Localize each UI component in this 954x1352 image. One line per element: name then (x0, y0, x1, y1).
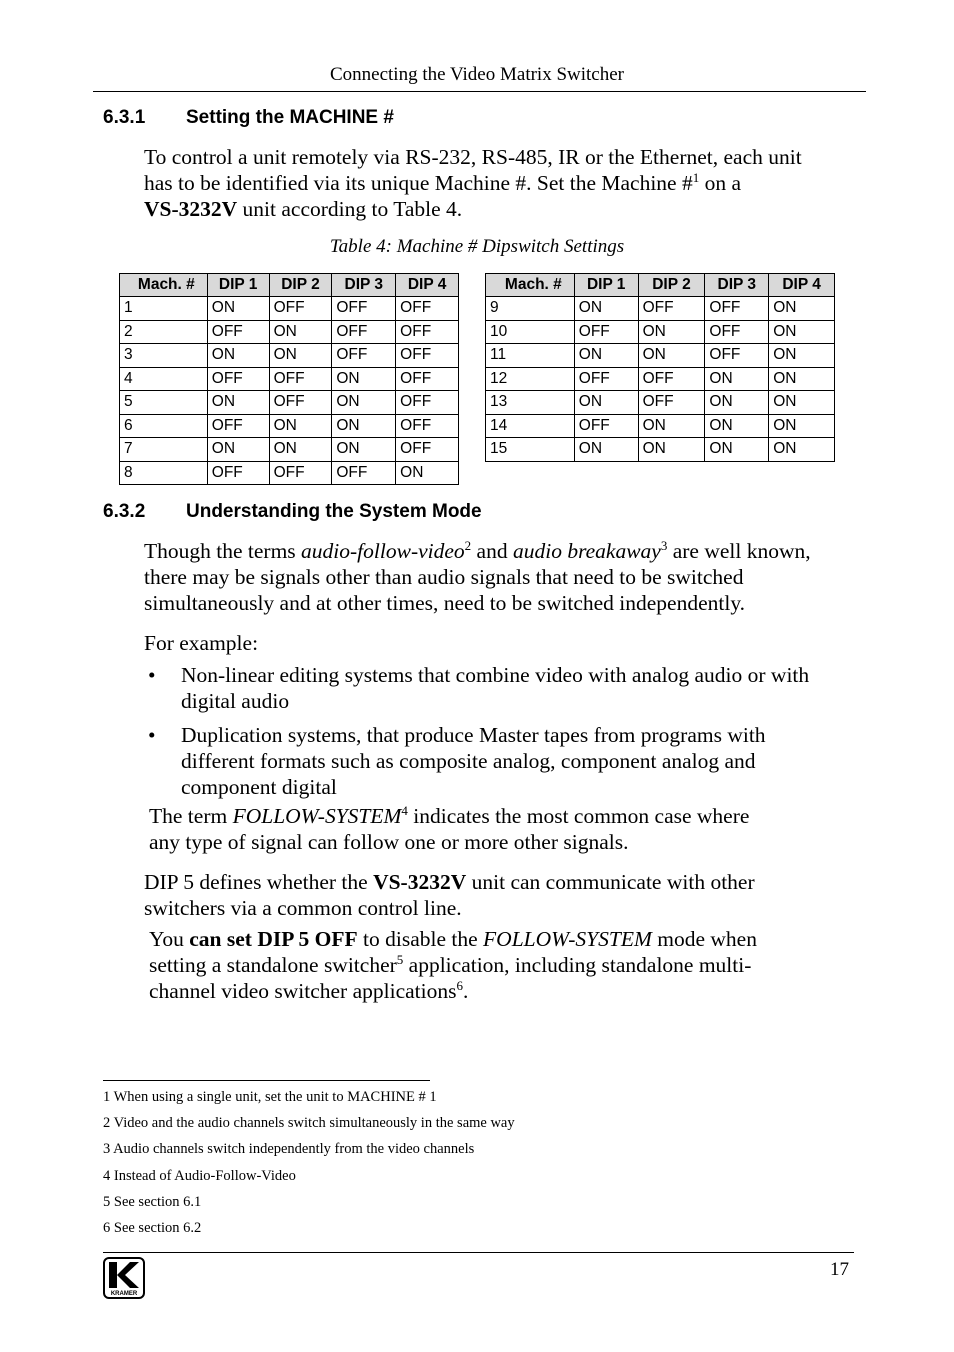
table-cell: ON (705, 367, 769, 391)
table-row (120, 367, 459, 391)
footnote-ref: 2 (464, 537, 472, 553)
bullet-list (144, 662, 864, 808)
text-span: channel video switcher applications (149, 979, 457, 1003)
text-span: indicates the most common case where (407, 804, 750, 828)
running-header: Connecting the Video Matrix Switcher (329, 64, 624, 85)
table-cell: 13 (486, 391, 575, 415)
table-cell: 6 (120, 414, 208, 438)
table-cell: OFF (638, 297, 705, 321)
table-cell: OFF (207, 461, 269, 485)
table-cell: 14 (486, 414, 575, 438)
table-row (486, 297, 835, 321)
table-cell: ON (396, 461, 459, 485)
table-cell: ON (574, 344, 638, 368)
column-header: DIP 2 (269, 274, 332, 297)
column-header: DIP 3 (332, 274, 396, 297)
bold-phrase: can set DIP 5 OFF (189, 927, 358, 951)
table-cell: 12 (486, 367, 575, 391)
table-cell: OFF (332, 344, 396, 368)
bullet-icon: • (148, 663, 156, 687)
table-cell: ON (769, 344, 835, 368)
term-italic: audio breakaway (512, 539, 661, 563)
text-line: To control a unit remotely via RS-232, RS-485, IR or the Ethernet, each unit (144, 145, 802, 169)
paragraph-dip5-off (149, 926, 859, 1004)
text-span: on a (699, 171, 742, 195)
column-header: DIP 4 (396, 274, 459, 297)
section-number: 6.3.2 (103, 501, 146, 522)
text-line: Duplication systems, that produce Master tapes from programs with (181, 723, 766, 747)
table-cell: ON (638, 320, 705, 344)
table-row (486, 367, 835, 391)
footnote-ref: 6 (456, 977, 463, 993)
column-header: Mach. # (120, 274, 208, 297)
table-cell: OFF (269, 297, 332, 321)
table-cell: OFF (269, 461, 332, 485)
table-cell: ON (269, 320, 332, 344)
table-cell: ON (574, 391, 638, 415)
svg-text:KRAMER: KRAMER (110, 1291, 138, 1297)
column-header: DIP 2 (638, 274, 705, 297)
term-italic: audio-follow-video (301, 539, 465, 563)
dip-table-right (485, 273, 835, 462)
table-cell: OFF (396, 391, 459, 415)
text-span: DIP 5 defines whether the (144, 870, 374, 894)
table-cell: OFF (396, 344, 459, 368)
table-cell: OFF (269, 391, 332, 415)
table-cell: OFF (574, 414, 638, 438)
paragraph-dip5 (144, 869, 859, 921)
table-cell: 4 (120, 367, 208, 391)
section-heading-632 (103, 501, 482, 523)
section-title: Setting the MACHINE # (186, 107, 394, 128)
footnote-ref: 3 (660, 537, 668, 553)
table-cell: OFF (396, 297, 459, 321)
table-cell: OFF (332, 297, 396, 321)
table-row (486, 438, 835, 462)
table-header-row (120, 274, 459, 297)
table-row (120, 320, 459, 344)
table-cell: ON (574, 297, 638, 321)
text-line (149, 803, 859, 829)
table-cell: ON (769, 414, 835, 438)
bullet-icon: • (148, 723, 156, 747)
text-line: digital audio (181, 689, 290, 713)
text-span: The term (149, 804, 233, 828)
table-cell: ON (769, 438, 835, 462)
table-cell: 8 (120, 461, 208, 485)
text-line: Non-linear editing systems that combine video with analog audio or with (181, 663, 810, 687)
table-caption: Table 4: Machine # Dipswitch Settings (329, 236, 625, 257)
header-divider (93, 91, 866, 92)
table-cell: OFF (396, 320, 459, 344)
product-name: VS-3232V (373, 870, 467, 894)
table-cell: OFF (396, 438, 459, 462)
text-span: setting a standalone switcher (149, 953, 397, 977)
table-cell: ON (269, 438, 332, 462)
table-cell: 11 (486, 344, 575, 368)
table-cell: ON (332, 414, 396, 438)
table-cell: ON (332, 391, 396, 415)
text-line: there may be signals other than audio signals that need to be switched (144, 565, 744, 589)
term-italic: FOLLOW-SYSTEM (232, 804, 402, 828)
table-cell: ON (705, 391, 769, 415)
table-row (486, 344, 835, 368)
table-row (120, 391, 459, 415)
table-row (486, 414, 835, 438)
table-cell: OFF (396, 367, 459, 391)
table-cell: 5 (120, 391, 208, 415)
text-line (149, 952, 859, 978)
footnote-divider (103, 1080, 430, 1081)
table-cell: OFF (332, 320, 396, 344)
footnote-1: 1 When using a single unit, set the unit to MACHINE # 1 (103, 1089, 437, 1105)
table-cell: ON (574, 438, 638, 462)
section-title: Understanding the System Mode (186, 501, 482, 522)
text-line: any type of signal can follow one or more other signals. (149, 830, 629, 854)
table-cell: 2 (120, 320, 208, 344)
text-span: to disable the (357, 927, 484, 951)
table-cell: ON (769, 320, 835, 344)
text-span: unit can communicate with other (466, 870, 755, 894)
table-cell: OFF (396, 414, 459, 438)
section-number: 6.3.1 (103, 107, 146, 128)
table-cell: 15 (486, 438, 575, 462)
footnote-3: 3 Audio channels switch independently from the video channels (103, 1141, 475, 1157)
table-cell: OFF (705, 344, 769, 368)
text-line (149, 926, 859, 952)
dip-table-left (119, 273, 459, 485)
kramer-logo-icon (103, 1257, 145, 1299)
footnote-5: 5 See section 6.1 (103, 1194, 202, 1210)
column-header: DIP 1 (207, 274, 269, 297)
table-cell: 3 (120, 344, 208, 368)
for-example-label: For example: (144, 631, 259, 655)
paragraph-follow-system (149, 803, 859, 855)
table-cell: 1 (120, 297, 208, 321)
table-cell: ON (269, 414, 332, 438)
text-span: mode when (651, 927, 757, 951)
table-row (120, 297, 459, 321)
table-cell: ON (207, 344, 269, 368)
table-cell: OFF (705, 297, 769, 321)
section-heading-631 (103, 107, 394, 129)
text-line (149, 978, 859, 1004)
text-span: You (149, 927, 190, 951)
table-cell: OFF (574, 367, 638, 391)
table-cell: ON (332, 367, 396, 391)
text-line (144, 170, 864, 196)
text-line: simultaneously and at other times, need to be switched independently. (144, 591, 746, 615)
table-cell: ON (207, 297, 269, 321)
text-span: are well known, (667, 539, 811, 563)
text-span: and (471, 539, 513, 563)
table-cell: OFF (207, 320, 269, 344)
text-line: switchers via a common control line. (144, 896, 462, 920)
footnote-2: 2 Video and the audio channels switch simultaneously in the same way (103, 1115, 515, 1131)
product-name: VS-3232V (144, 197, 238, 221)
table-cell: OFF (638, 391, 705, 415)
text-span: application, including standalone multi- (403, 953, 752, 977)
term-italic: FOLLOW-SYSTEM (483, 927, 652, 951)
table-header-row (486, 274, 835, 297)
table-cell: ON (207, 438, 269, 462)
table-cell: 10 (486, 320, 575, 344)
table-cell: 9 (486, 297, 575, 321)
table-cell: OFF (332, 461, 396, 485)
footnote-4: 4 Instead of Audio-Follow-Video (103, 1168, 296, 1184)
table-cell: ON (769, 297, 835, 321)
table-cell: 7 (120, 438, 208, 462)
page-number: 17 (830, 1259, 849, 1280)
column-header: DIP 3 (705, 274, 769, 297)
table-row (120, 344, 459, 368)
table-cell: ON (638, 414, 705, 438)
text-span: unit according to Table 4. (237, 197, 463, 221)
text-line (144, 538, 864, 564)
column-header: DIP 4 (769, 274, 835, 297)
table-row (120, 438, 459, 462)
paragraph-system-mode (144, 538, 864, 616)
text-span: has to be identified via its unique Machine #. Set the Machine # (144, 171, 693, 195)
text-span: . (462, 979, 469, 1003)
table-body (486, 297, 835, 462)
footnote-6: 6 See section 6.2 (103, 1220, 202, 1236)
text-line (144, 869, 859, 895)
footnote-ref: 1 (692, 169, 700, 185)
table-cell: OFF (207, 414, 269, 438)
table-body (120, 297, 459, 485)
table-row (120, 461, 459, 485)
table-cell: ON (769, 391, 835, 415)
column-header: DIP 1 (574, 274, 638, 297)
footer-divider (103, 1252, 854, 1253)
text-line: component digital (181, 775, 337, 799)
list-item (144, 722, 864, 800)
table-cell: OFF (269, 367, 332, 391)
table-cell: ON (638, 438, 705, 462)
table-cell: ON (705, 438, 769, 462)
footnote-ref: 4 (401, 802, 408, 818)
text-line: different formats such as composite analog, component analog and (181, 749, 756, 773)
table-cell: ON (638, 344, 705, 368)
table-cell: ON (769, 367, 835, 391)
table-row (486, 391, 835, 415)
text-span: Though the terms (144, 539, 302, 563)
table-cell: OFF (574, 320, 638, 344)
footnote-ref: 5 (396, 951, 404, 967)
list-item (144, 662, 864, 714)
table-cell: ON (332, 438, 396, 462)
table-cell: OFF (207, 367, 269, 391)
table-row (120, 414, 459, 438)
text-line (144, 196, 864, 222)
table-cell: OFF (705, 320, 769, 344)
column-header: Mach. # (486, 274, 575, 297)
table-cell: ON (705, 414, 769, 438)
paragraph-machine-intro (144, 144, 864, 222)
table-row (486, 320, 835, 344)
table-cell: ON (269, 344, 332, 368)
table-cell: ON (207, 391, 269, 415)
table-cell: OFF (638, 367, 705, 391)
